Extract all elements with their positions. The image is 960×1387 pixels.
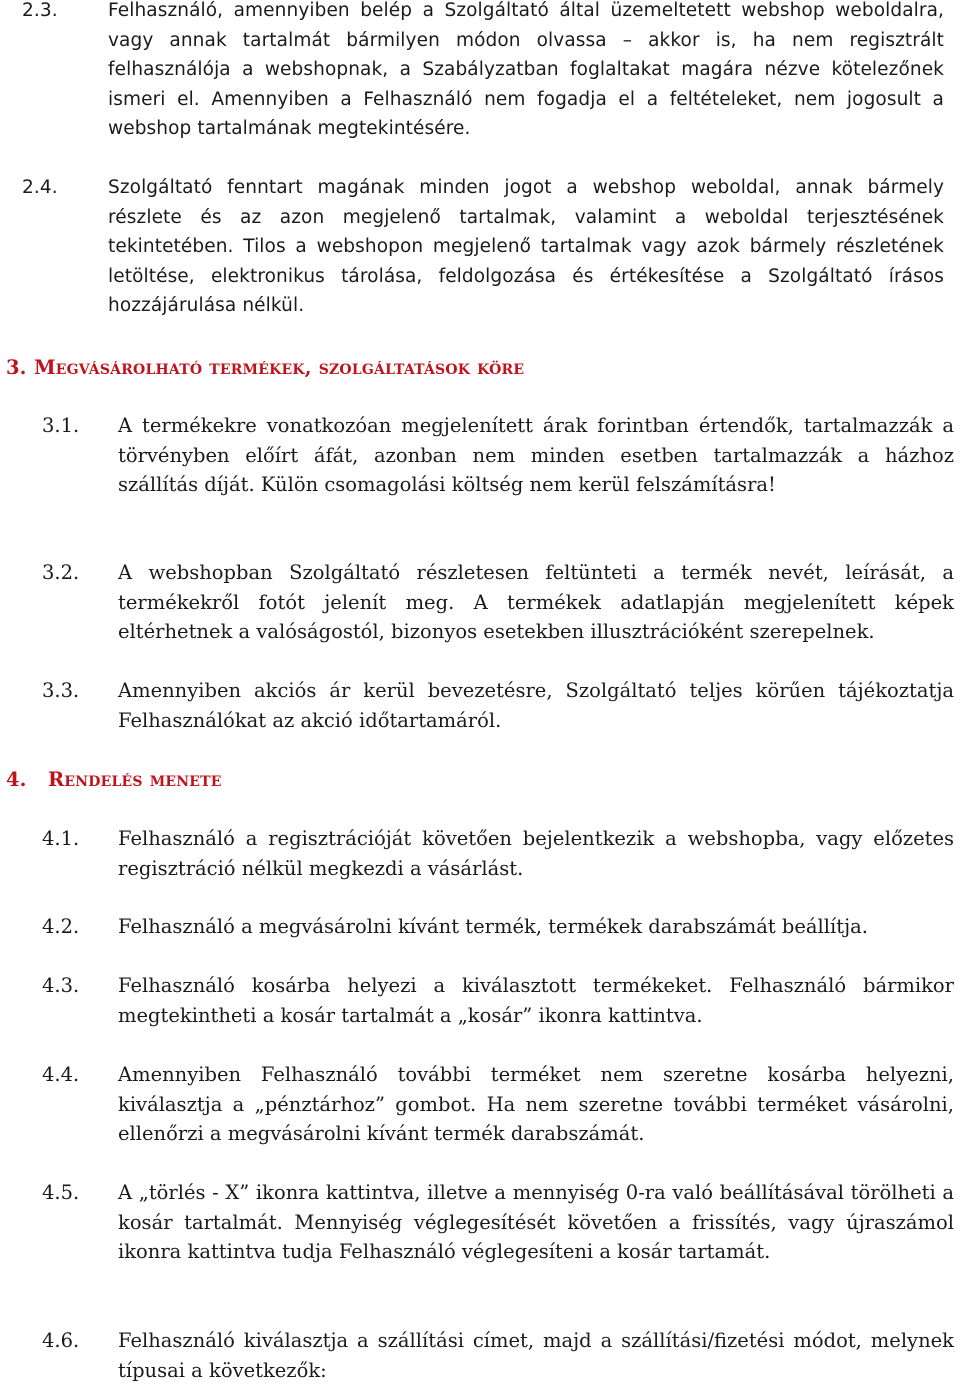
clause-number: 3.3. [42, 679, 80, 702]
section-title: Megvásárolható termékek, szolgáltatások köre [34, 356, 525, 379]
clause-text: Felhasználó, amennyiben belép a Szolgáltató által üzemeltetett webshop weboldalra, vagy annak tartalmát bármilyen módon olvassa – akkor is, ha nem regisztrált felhasználója a webshopnak, a Szabályzatban foglaltakat magára nézve kötelezőnek ismeri el. Amennyiben a Felhasználó nem fogadja el a feltételeket, nem jogosult a webshop tartalmának megtekintésére. [108, 0, 944, 139]
clause-number: 4.3. [42, 974, 80, 997]
clause-text: Felhasználó kiválasztja a szállítási címet, majd a szállítási/fizetési módot, melynek típusai a következők: [118, 1329, 954, 1382]
clause-number: 2.4. [22, 177, 58, 198]
clause-text: Felhasználó kosárba helyezi a kiválasztott termékeket. Felhasználó bármikor megtekintheti a kosár tartalmát a „kosár” ikonra kattintva. [118, 974, 954, 1027]
clause-text: Felhasználó a megvásárolni kívánt termék, termékek darabszámát beállítja. [118, 915, 868, 938]
clause-text: Amennyiben Felhasználó további terméket nem szeretne kosárba helyezni, kiválasztja a „pénztárhoz” gombot. Ha nem szeretne további terméket vásárolni, ellenőrzi a megvásárolni kívánt termék darabszámát. [118, 1063, 954, 1145]
clause-number: 4.5. [42, 1181, 80, 1204]
clause-text: A termékekre vonatkozóan megjelenített árak forintban értendők, tartalmazzák a törvényben előírt áfát, azonban nem minden esetben tartalmazzák a házhoz szállítás díját. Külön csomagolási költség nem kerül felszámításra! [118, 414, 954, 496]
clause-number: 2.3. [22, 0, 58, 21]
clause-number: 3.2. [42, 561, 80, 584]
clause-number: 4.2. [42, 915, 80, 938]
clause-number: 3.1. [42, 414, 80, 437]
clause-number: 4.6. [42, 1329, 80, 1352]
clause-text: Amennyiben akciós ár kerül bevezetésre, Szolgáltató teljes körűen tájékoztatja Felhasználókat az akció időtartamáról. [118, 679, 954, 732]
section-number: 3. [6, 356, 27, 379]
clause-text: A webshopban Szolgáltató részletesen feltünteti a termék nevét, leírását, a termékekről fotót jelenít meg. A termékek adatlapján megjelenített képek eltérhetnek a valóságostól, bizonyos esetekben illusztrációként szerepelnek. [118, 561, 954, 643]
clause-text: Szolgáltató fenntart magának minden jogot a webshop weboldal, annak bármely részlete és az azon megjelenő tartalmak, valamint a weboldal terjesztésének tekintetében. Tilos a webshopon megjelenő tartalmak vagy azok bármely részletének letöltése, elektronikus tárolása, feldolgozása és értékesítése a Szolgáltató írásos hozzájárulása nélkül. [108, 177, 944, 316]
clause-text: A „törlés - X” ikonra kattintva, illetve a mennyiség 0-ra való beállításával törölheti a kosár tartalmát. Mennyiség véglegesítését követően a frissítés, vagy újraszámol ikonra kattintva tudja Felhasználó véglegesíteni a kosár tartamát. [118, 1181, 954, 1263]
clause-text: Felhasználó a regisztrációját követően bejelentkezik a webshopba, vagy előzetes regisztráció nélkül megkezdi a vásárlást. [118, 827, 954, 880]
section-number: 4. [6, 768, 27, 791]
clause-number: 4.1. [42, 827, 80, 850]
section-title: Rendelés menete [48, 768, 222, 791]
clause-number: 4.4. [42, 1063, 80, 1086]
